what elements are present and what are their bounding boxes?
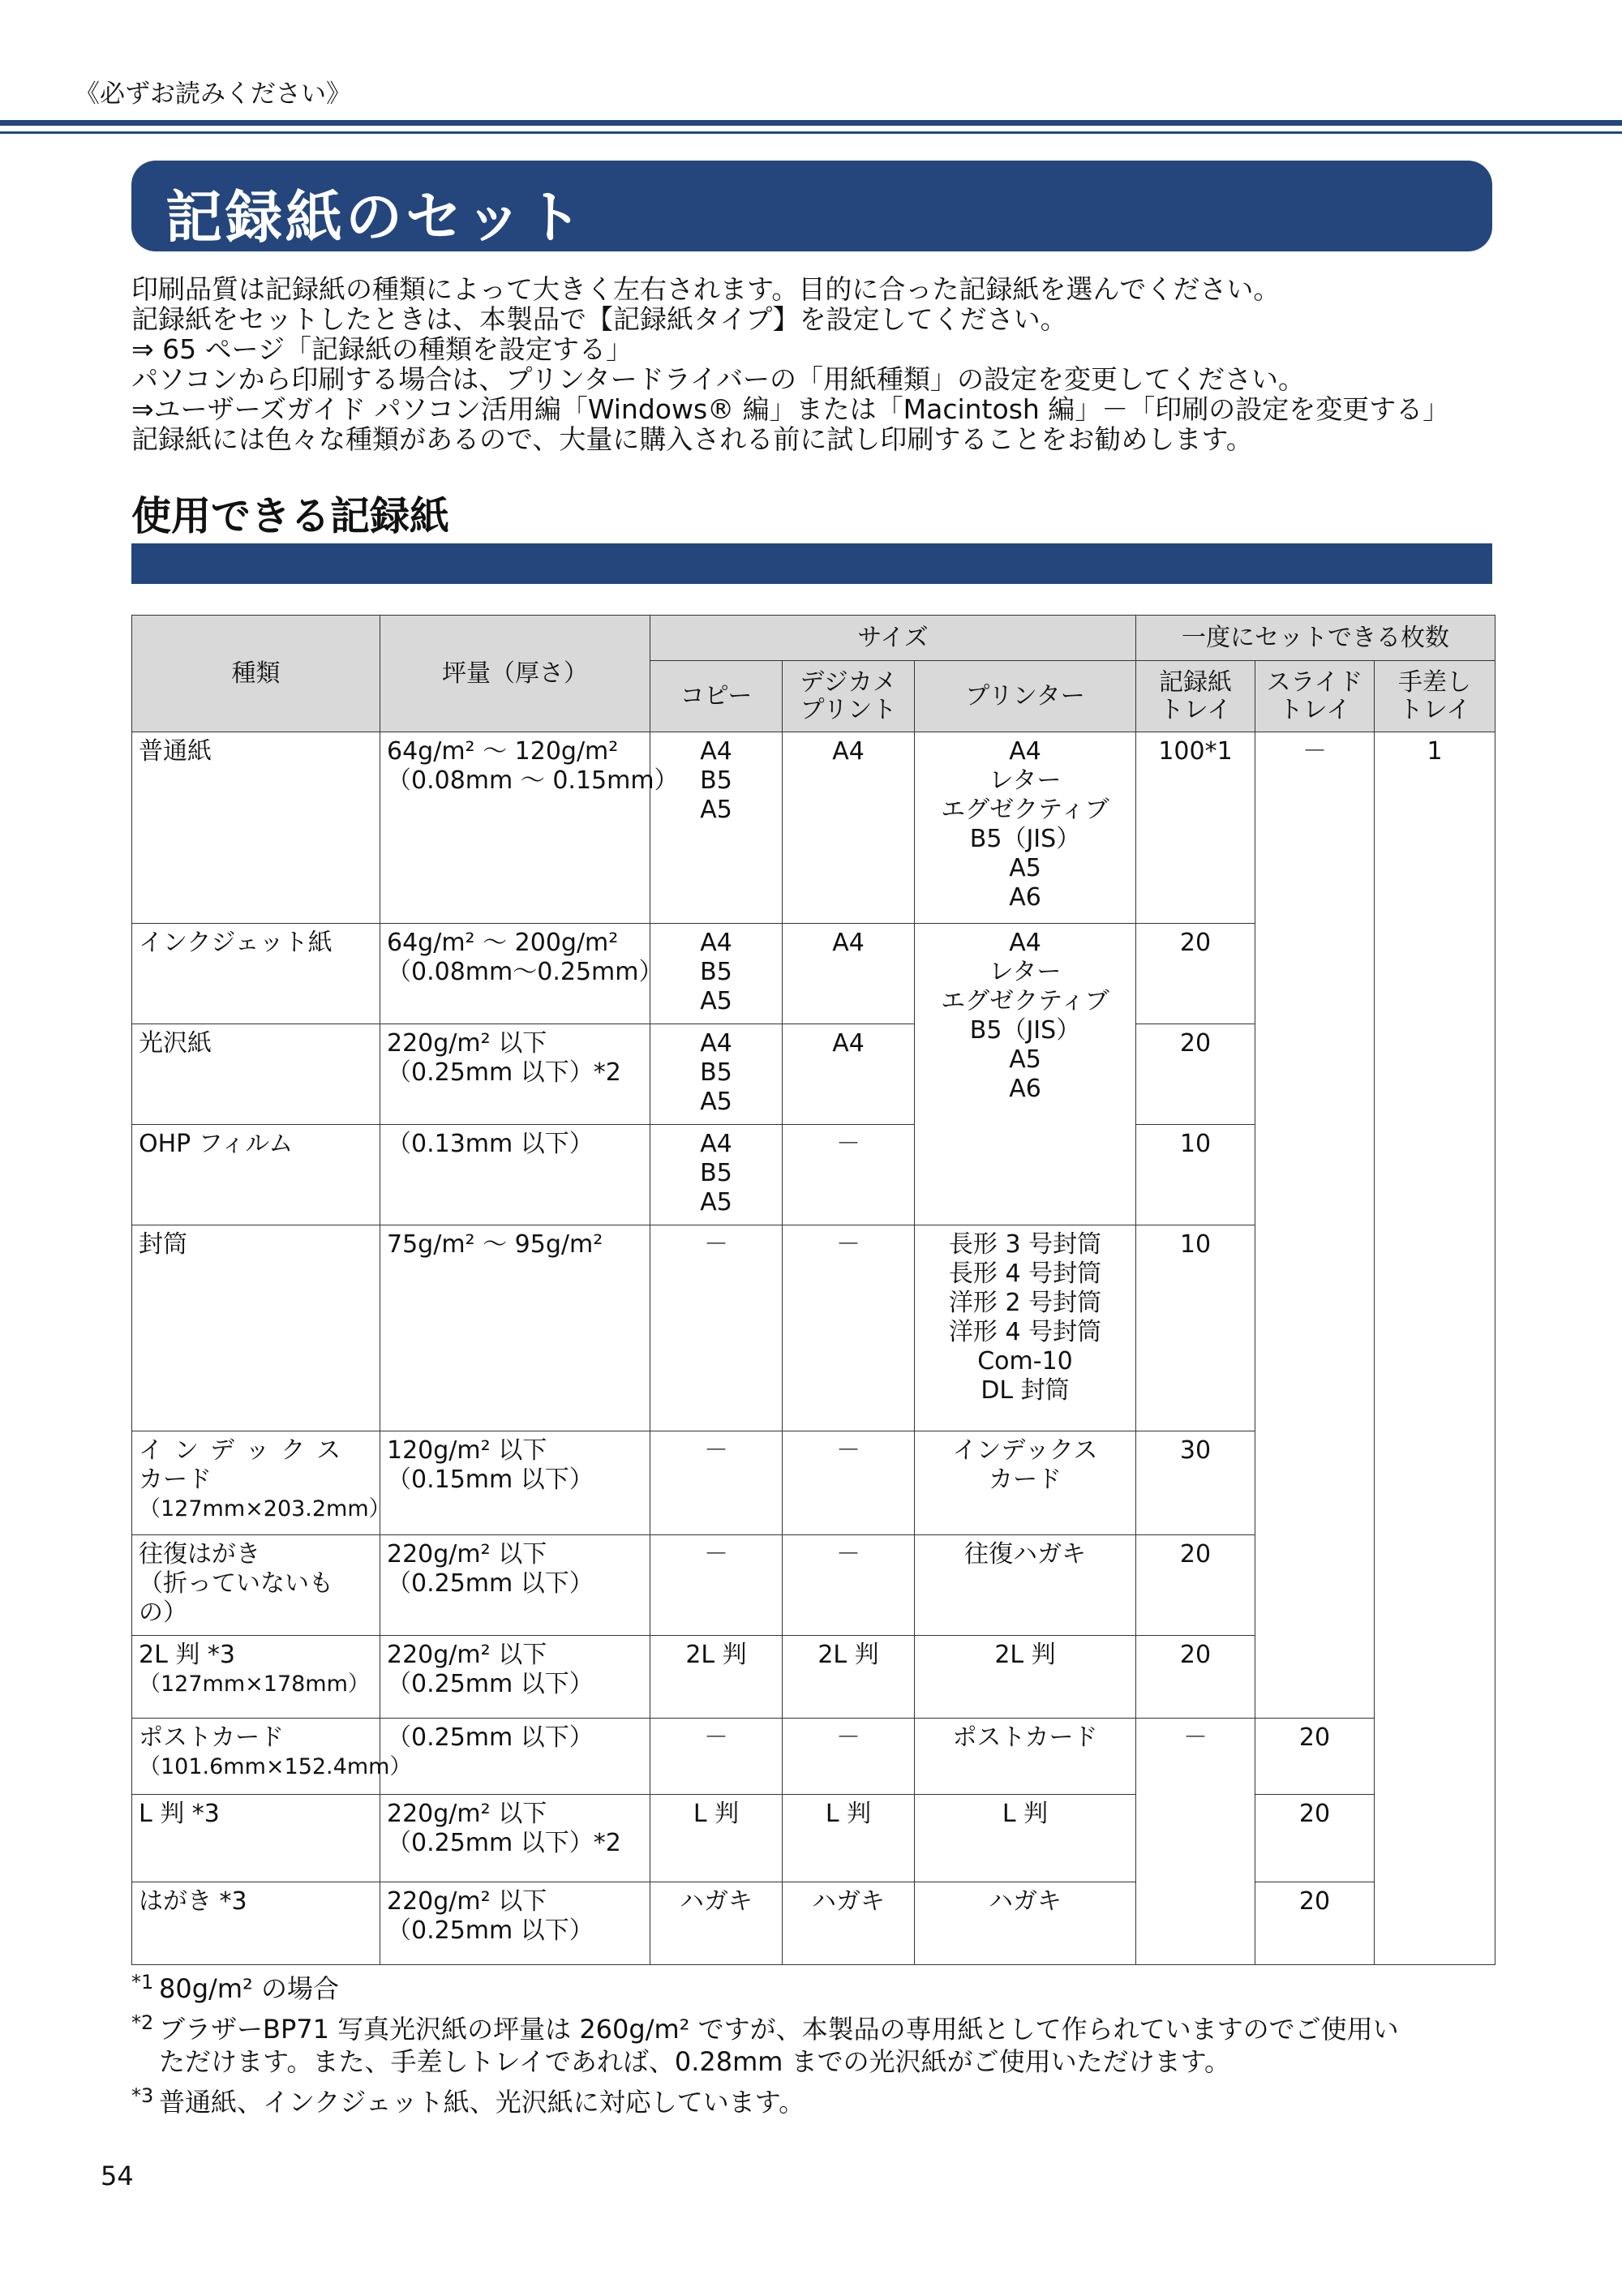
cell-line: A4 [832, 737, 865, 766]
cell-line: － [836, 1230, 860, 1259]
cell-weight [380, 1535, 650, 1636]
cell-line: A4 [700, 1130, 732, 1158]
header-tray-manual-line: トレイ [1398, 695, 1471, 724]
cell-printer [915, 1535, 1136, 1636]
footnote-line: 普通紙、インクジェット紙、光沢紙に対応しています。 [159, 2087, 805, 2118]
cell-line: インデックス [139, 1436, 353, 1465]
cell-weight [380, 1431, 650, 1535]
cell-line: （0.08mm～0.25mm） [387, 958, 663, 986]
cell-line: はがき *3 [139, 1887, 247, 1916]
cell-tray-slide-dash: － [1255, 732, 1375, 1719]
cell-line: 洋形 4 号封筒 [948, 1318, 1102, 1346]
cell-line: レター [989, 958, 1062, 986]
cell-line: － [704, 1540, 728, 1569]
cell-tray-slide: 20 [1255, 1795, 1375, 1882]
cell-line: 220g/m² 以下 [387, 1029, 547, 1058]
cell-digicam [783, 1225, 915, 1431]
cell-tray-slide: 20 [1255, 1719, 1375, 1795]
cell-weight [380, 1125, 650, 1225]
cell-line: A5 [700, 1188, 732, 1217]
cell-line: A5 [1009, 1045, 1041, 1074]
footnote [131, 1972, 1510, 2005]
header-tray-paper-line: トレイ [1159, 695, 1232, 724]
cell-copy [650, 1882, 783, 1965]
cell-line: B5（JIS） [969, 1016, 1081, 1045]
cell-line: ハガキ [680, 1887, 753, 1916]
footnote [131, 2086, 1510, 2118]
cell-type [132, 1225, 380, 1431]
header-tray-slide-line: スライド [1266, 667, 1363, 697]
cell-tray-paper-dash: － [1136, 1719, 1255, 1965]
header-tray-slide [1255, 661, 1375, 732]
footnote-mark: *3 [131, 2084, 154, 2107]
paper-table [131, 615, 1495, 1965]
cell-line: 往復はがき [139, 1540, 260, 1569]
cell-line: － [704, 1723, 728, 1752]
cell-weight [380, 1636, 650, 1719]
table-row [132, 732, 1495, 924]
cell-printer [915, 1882, 1136, 1965]
cell-weight [380, 924, 663, 1024]
cell-line: A4 [832, 929, 865, 957]
cell-line: A4 [700, 1029, 732, 1058]
cell-line: 長形 3 号封筒 [948, 1230, 1102, 1259]
cell-line: B5 [700, 1159, 732, 1187]
cell-line: 光沢紙 [139, 1029, 212, 1058]
cell-weight [380, 1882, 650, 1965]
footnote-line: 80g/m² の場合 [159, 1973, 339, 2004]
cell-line: ハガキ [812, 1887, 885, 1916]
page-number: 54 [101, 2161, 134, 2191]
cell-line: 220g/m² 以下 [387, 1641, 547, 1669]
cell-line: 洋形 2 号封筒 [948, 1289, 1102, 1317]
cell-weight [380, 1719, 650, 1795]
cell-digicam [783, 924, 915, 1024]
intro-line: 記録紙には色々な種類があるので、大量に購入される前に試し印刷することをお勧めします。 [131, 423, 1253, 455]
cell-line: A5 [700, 1088, 732, 1116]
cell-line: （0.25mm 以下） [387, 1569, 594, 1598]
cell-line: 封筒 [139, 1230, 187, 1259]
cell-type [132, 1795, 380, 1882]
cell-printer [915, 1636, 1136, 1719]
cell-line: （127mm×203.2mm） [139, 1496, 391, 1521]
cell-tray-slide: 20 [1255, 1882, 1375, 1965]
section-bar [131, 543, 1492, 584]
intro-line: 記録紙をセットしたときは、本製品で【記録紙タイプ】を設定してください。 [131, 303, 1067, 335]
cell-digicam [783, 732, 915, 924]
cell-line: （0.13mm 以下） [387, 1130, 594, 1158]
cell-digicam [783, 1882, 915, 1965]
cell-line: カード [139, 1466, 212, 1494]
cell-line: A4 [1009, 737, 1041, 766]
cell-line: （127mm×178mm） [139, 1672, 370, 1697]
cell-line: （0.15mm 以下） [387, 1466, 594, 1494]
cell-line: カード [989, 1466, 1062, 1494]
cell-line: A4 [700, 737, 732, 766]
cell-line: B5 [700, 958, 732, 986]
cell-line: L 判 [825, 1800, 872, 1828]
cell-line: L 判 [693, 1800, 740, 1828]
cell-printer [915, 1225, 1136, 1431]
cell-line: （0.25mm 以下）*2 [387, 1058, 621, 1087]
footnote-mark: *1 [131, 1971, 154, 1993]
cell-type [132, 1431, 391, 1535]
cell-line: A5 [700, 987, 732, 1015]
cell-printer-shared [915, 924, 1136, 1225]
header-printer: プリンター [915, 661, 1136, 732]
cell-line: エグゼクティブ [941, 796, 1109, 824]
cell-line: A5 [700, 796, 732, 824]
cell-type [132, 924, 380, 1024]
table-row [132, 1795, 1495, 1882]
cell-type [132, 1719, 412, 1795]
cell-line: DL 封筒 [980, 1376, 1070, 1405]
cell-line: － [704, 1436, 728, 1465]
cell-line: （0.25mm 以下）*2 [387, 1829, 621, 1857]
cell-line: A5 [1009, 854, 1041, 882]
cell-digicam [783, 1795, 915, 1882]
intro-line: ⇒ 65 ページ「記録紙の種類を設定する」 [131, 333, 633, 365]
cell-line: 220g/m² 以下 [387, 1540, 547, 1569]
header-digicam-line: プリント [800, 695, 897, 724]
cell-weight [380, 1795, 650, 1882]
cell-line: インクジェット紙 [139, 929, 333, 957]
cell-line: （0.25mm 以下） [387, 1670, 594, 1698]
cell-type [132, 1636, 380, 1719]
cell-weight [380, 1225, 650, 1431]
cell-line: 220g/m² 以下 [387, 1800, 547, 1828]
cell-weight [380, 1024, 650, 1125]
cell-line: 220g/m² 以下 [387, 1887, 547, 1916]
intro-line: パソコンから印刷する場合は、プリンタードライバーの「用紙種類」の設定を変更してください。 [131, 363, 1306, 395]
cell-line: （折っていないも [139, 1569, 333, 1598]
cell-tray-paper: 20 [1136, 1636, 1255, 1719]
cell-line: エグゼクティブ [941, 987, 1109, 1015]
cell-line: 2L 判 [994, 1641, 1056, 1669]
cell-copy [650, 732, 783, 924]
cell-type [132, 1024, 380, 1125]
header-size: サイズ [650, 616, 1136, 661]
header-capacity: 一度にセットできる枚数 [1136, 616, 1495, 661]
page-title: 記録紙のセット [165, 184, 586, 251]
header-tray-manual [1375, 661, 1495, 732]
cell-line: L 判 *3 [139, 1800, 220, 1828]
cell-tray-paper: 20 [1136, 1024, 1255, 1125]
cell-digicam [783, 1636, 915, 1719]
cell-line: Com-10 [977, 1347, 1073, 1375]
cell-weight [380, 732, 679, 924]
header-tray-manual-line: 手差し [1398, 667, 1471, 697]
cell-copy [650, 1431, 783, 1535]
cell-printer [915, 1795, 1136, 1882]
header-tray-paper-line: 記録紙 [1159, 667, 1232, 697]
cell-line: 2L 判 [817, 1641, 879, 1669]
cell-line: 長形 4 号封筒 [948, 1260, 1102, 1288]
cell-tray-paper: 10 [1136, 1225, 1255, 1431]
cell-line: A6 [1009, 883, 1041, 912]
cell-digicam [783, 1024, 915, 1125]
cell-copy [650, 924, 783, 1024]
header-rule-thin [0, 131, 1622, 134]
cell-line: B5 [700, 766, 732, 795]
header-rule [0, 120, 1622, 126]
cell-line: インデックス [952, 1436, 1098, 1465]
cell-digicam [783, 1431, 915, 1535]
cell-digicam [783, 1719, 915, 1795]
cell-line: （0.08mm ～ 0.15mm） [387, 766, 679, 795]
cell-line: （0.25mm 以下） [387, 1723, 594, 1752]
header-copy: コピー [650, 661, 783, 732]
header-weight: 坪量（厚さ） [380, 616, 650, 732]
cell-type [132, 1882, 380, 1965]
cell-printer [915, 732, 1136, 924]
intro-line: 印刷品質は記録紙の種類によって大きく左右されます。目的に合った記録紙を選んでください。 [131, 273, 1281, 305]
cell-tray-manual-count: 1 [1375, 732, 1495, 1965]
table-row [132, 1882, 1495, 1965]
cell-type [132, 1535, 380, 1636]
section-title: 使用できる記録紙 [131, 493, 450, 539]
header-note: 《必ずお読みください》 [75, 79, 351, 109]
cell-line: （0.25mm 以下） [387, 1916, 594, 1945]
cell-copy [650, 1024, 783, 1125]
cell-copy [650, 1719, 783, 1795]
cell-tray-paper: 10 [1136, 1125, 1255, 1225]
cell-line: － [704, 1230, 728, 1259]
title-bar [131, 161, 1492, 251]
cell-line: ポストカード [139, 1723, 285, 1752]
cell-copy [650, 1225, 783, 1431]
header-digicam [783, 661, 915, 732]
footnotes [131, 1972, 1510, 2126]
cell-line: 往復ハガキ [964, 1540, 1086, 1569]
cell-line: A4 [700, 929, 732, 957]
cell-line: 64g/m² ～ 120g/m² [387, 737, 619, 766]
intro-text [131, 274, 1526, 454]
cell-line: OHP フィルム [139, 1130, 294, 1158]
cell-line: 64g/m² ～ 200g/m² [387, 929, 619, 957]
cell-line: （101.6mm×152.4mm） [139, 1754, 412, 1779]
cell-line: A6 [1009, 1075, 1041, 1103]
cell-line: A4 [1009, 929, 1041, 957]
cell-line: 2L 判 *3 [139, 1641, 235, 1669]
cell-line: － [836, 1130, 860, 1158]
footnote-line: ブラザーBP71 写真光沢紙の坪量は 260g/m² ですが、本製品の専用紙として作られていますのでご使用い [159, 2014, 1399, 2045]
cell-printer [915, 1719, 1136, 1795]
cell-line: ポストカード [952, 1723, 1098, 1752]
footnote-line: ただけます。また、手差しトレイであれば、0.28mm までの光沢紙がご使用いただけます。 [159, 2046, 1231, 2077]
footnote-mark: *2 [131, 2011, 154, 2034]
cell-line: A4 [832, 1029, 865, 1058]
footnote [131, 2013, 1510, 2078]
cell-digicam [783, 1125, 915, 1225]
cell-tray-paper: 100*1 [1136, 732, 1255, 924]
cell-line: 2L 判 [685, 1641, 747, 1669]
cell-copy [650, 1795, 783, 1882]
cell-copy [650, 1125, 783, 1225]
cell-line: B5 [700, 1058, 732, 1087]
cell-tray-paper: 20 [1136, 1535, 1255, 1636]
cell-line: L 判 [1002, 1800, 1049, 1828]
header-digicam-line: デジカメ [800, 667, 897, 697]
cell-type [132, 1125, 380, 1225]
cell-line: － [836, 1540, 860, 1569]
header-tray-paper [1136, 661, 1255, 732]
cell-line: の） [139, 1599, 187, 1627]
table-row [132, 1719, 1495, 1795]
cell-tray-paper: 20 [1136, 924, 1255, 1024]
cell-type [132, 732, 380, 924]
cell-line: レター [989, 766, 1062, 795]
cell-line: 75g/m² ～ 95g/m² [387, 1230, 603, 1259]
cell-line: － [836, 1723, 860, 1752]
cell-line: ハガキ [989, 1887, 1062, 1916]
cell-line: 120g/m² 以下 [387, 1436, 547, 1465]
intro-line: ⇒ユーザーズガイド パソコン活用編「Windows® 編」または「Macintosh 編」－「印刷の設定を変更する」 [131, 393, 1450, 425]
cell-digicam [783, 1535, 915, 1636]
cell-printer [915, 1431, 1136, 1535]
header-tray-slide-line: トレイ [1278, 695, 1351, 724]
cell-tray-paper: 30 [1136, 1431, 1255, 1535]
cell-line: 普通紙 [139, 737, 212, 766]
cell-copy [650, 1636, 783, 1719]
cell-copy [650, 1535, 783, 1636]
cell-line: － [836, 1436, 860, 1465]
header-type: 種類 [132, 616, 380, 732]
cell-line: B5（JIS） [969, 825, 1081, 853]
